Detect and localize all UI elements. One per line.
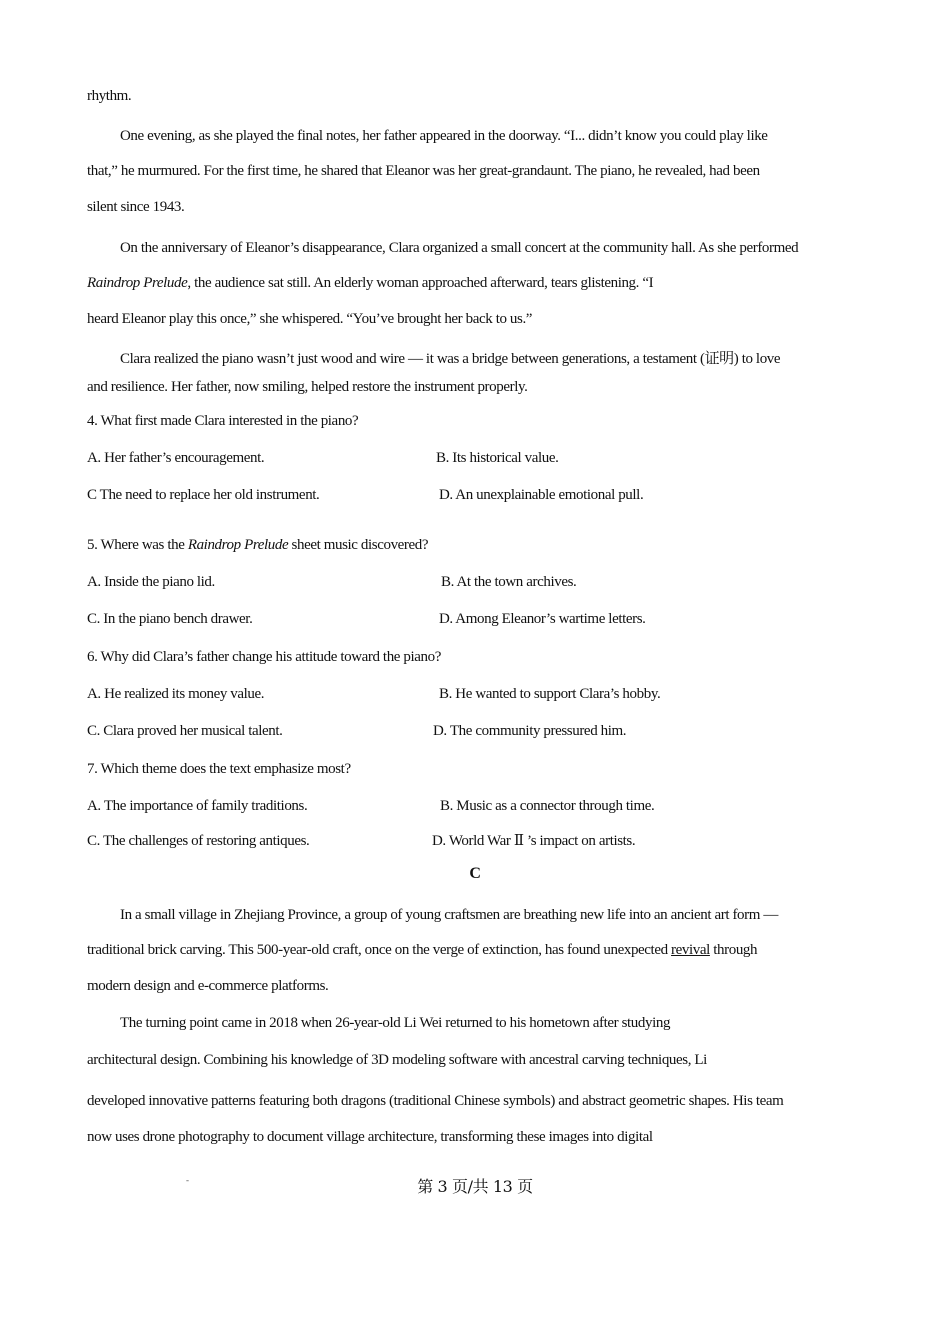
passage-b-line: One evening, as she played the final notes, her father appeared in the doorway. “I... didn’t know you could play like <box>120 128 768 144</box>
answer-option: C. The challenges of restoring antiques. <box>87 833 310 849</box>
underlined-word: revival <box>671 942 710 958</box>
passage-text: , the audience sat still. An elderly woman approached afterward, tears glistening. “I <box>187 275 654 291</box>
song-title: Raindrop Prelude <box>87 275 188 291</box>
answer-option: D. An unexplainable emotional pull. <box>439 487 644 503</box>
page-number: 第 3 页/共 13 页 <box>417 1177 533 1196</box>
question-stem: 7. Which theme does the text emphasize most? <box>87 761 351 777</box>
answer-option: D. World War Ⅱ ’s impact on artists. <box>432 833 636 849</box>
answer-option: A. Her father’s encouragement. <box>87 450 265 466</box>
stem-text: 5. Where was the <box>87 537 188 553</box>
passage-c-line: now uses drone photography to document village architecture, transforming these images into digital <box>87 1129 653 1145</box>
stem-text: sheet music discovered? <box>288 537 429 553</box>
answer-option: B. Music as a connector through time. <box>440 798 655 814</box>
passage-c-line: modern design and e-commerce platforms. <box>87 978 329 994</box>
section-heading: C <box>469 865 481 882</box>
passage-b-line: rhythm. <box>87 88 132 104</box>
answer-option: C. In the piano bench drawer. <box>87 611 253 627</box>
passage-b-line: that,” he murmured. For the first time, he shared that Eleanor was her great-grandaunt. The piano, he revealed, had been <box>87 163 760 179</box>
passage-c-line <box>87 943 757 958</box>
passage-b-line: heard Eleanor play this once,” she whispered. “You’ve brought her back to us.” <box>87 311 533 327</box>
passage-c-line: The turning point came in 2018 when 26-year-old Li Wei returned to his hometown after studying <box>120 1015 671 1031</box>
passage-b-line: Clara realized the piano wasn’t just wood and wire — it was a bridge between generations, a testament (证明) to love <box>120 351 781 367</box>
question-stem: 6. Why did Clara’s father change his attitude toward the piano? <box>87 649 441 665</box>
question-stem <box>87 538 428 553</box>
answer-option: D. Among Eleanor’s wartime letters. <box>439 611 646 627</box>
passage-b-line: silent since 1943. <box>87 199 185 215</box>
question-stem: 4. What first made Clara interested in the piano? <box>87 413 359 429</box>
answer-option: A. The importance of family traditions. <box>87 798 308 814</box>
answer-option: B. At the town archives. <box>441 574 577 590</box>
answer-option: C The need to replace her old instrument. <box>87 487 320 503</box>
passage-b-line <box>87 276 653 291</box>
answer-option: A. He realized its money value. <box>87 686 265 702</box>
song-title: Raindrop Prelude <box>187 537 289 553</box>
footer-mark: - <box>186 1175 189 1185</box>
passage-c-line: In a small village in Zhejiang Province, a group of young craftsmen are breathing new life into an ancient art form — <box>120 907 778 923</box>
passage-text: traditional brick carving. This 500-year-old craft, once on the verge of extinction, has found unexpected <box>87 942 672 958</box>
answer-option: B. Its historical value. <box>436 450 559 466</box>
passage-text: through <box>709 942 758 958</box>
passage-b-line: and resilience. Her father, now smiling, helped restore the instrument properly. <box>87 379 528 395</box>
answer-option: A. Inside the piano lid. <box>87 574 215 590</box>
answer-option: C. Clara proved her musical talent. <box>87 723 283 739</box>
passage-c-line: architectural design. Combining his knowledge of 3D modeling software with ancestral carving techniques, Li <box>87 1052 707 1068</box>
answer-option: B. He wanted to support Clara’s hobby. <box>439 686 661 702</box>
passage-c-line: developed innovative patterns featuring both dragons (traditional Chinese symbols) and abstract geometric shapes. His team <box>87 1093 784 1109</box>
passage-b-line: On the anniversary of Eleanor’s disappearance, Clara organized a small concert at the community hall. As she performed <box>120 240 799 256</box>
answer-option: D. The community pressured him. <box>433 723 627 739</box>
